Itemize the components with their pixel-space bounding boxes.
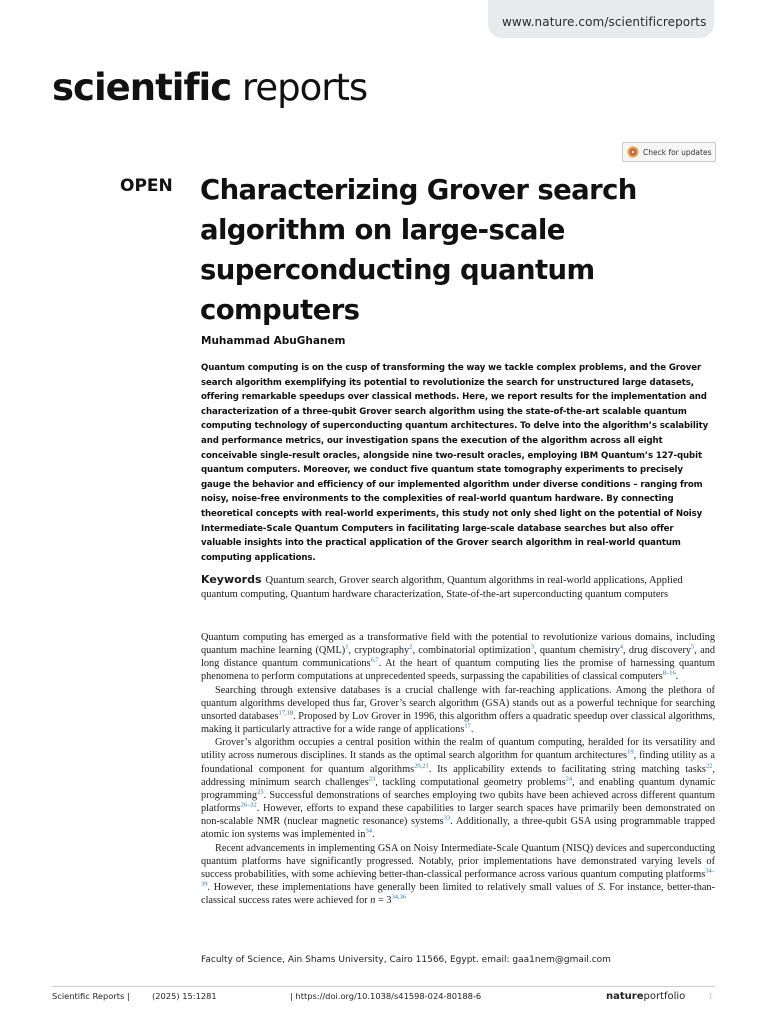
body-text: , and enabling quantum dynamic programming <box>201 776 716 801</box>
math-variable: n <box>370 895 376 907</box>
footer-journal: Scientific Reports | <box>52 991 130 1001</box>
citation-link[interactable]: 34,36 <box>391 893 407 901</box>
body-text: . <box>470 724 474 736</box>
footer-divider <box>52 986 715 987</box>
body-text: . However, efforts to expand these capabilities to larger search spaces have primarily been demonstrated on non-scalable NMR (nuclear magnetic resonance) systems <box>201 803 715 828</box>
body-text: , drug discovery <box>623 645 692 657</box>
body-text: . Proposed by Lov Grover in 1996, this algorithm offers a quadratic speedup over classical algorithms, making it particularly attractive for a wide range of applications <box>201 710 716 736</box>
citation-link[interactable]: 17 <box>464 722 471 730</box>
body-text: . However, these implementations have generally been limited to relatively small values of <box>207 881 598 893</box>
body-text: Searching through extensive databases is a crucial challenge with far-reaching applications. Among the plethora of quantum algorithms developed thus far, Grover’s search algorithm (GSA) stands out as a powerful technique for searching unsorted databases <box>201 684 715 722</box>
body-text: . <box>675 671 679 683</box>
body-text: , quantum chemistry <box>534 645 620 657</box>
journal-logo <box>52 66 367 109</box>
citation-link[interactable]: 2 <box>409 643 413 651</box>
body-paragraph-3 <box>201 736 715 841</box>
keywords-list: Quantum search, Grover search algorithm, Quantum algorithms in real-world applications, Applied quantum computing, Quantum hardware characterization, State-of-the-art superconducting quantum computers <box>201 575 683 600</box>
citation-link[interactable]: 5 <box>691 643 695 651</box>
citation-link[interactable]: 1 <box>345 643 349 651</box>
journal-name-space <box>231 66 242 109</box>
body-text: , addressing minimum search challenges <box>201 763 715 788</box>
body-text: . At the heart of quantum computing lies the promise of harnessing quantum phenomena to perform computations at unprecedented speeds, surpassing the capabilities of classical computers <box>201 658 715 683</box>
citation-link[interactable]: 34–39 <box>201 867 715 888</box>
citation-link[interactable]: 33 <box>443 814 451 822</box>
open-access-label: OPEN <box>120 176 173 196</box>
page-number: 1 <box>708 991 714 1001</box>
publisher-logo <box>606 991 685 1002</box>
citation-link[interactable]: 22 <box>705 762 713 770</box>
footer-doi-link[interactable]: | https://doi.org/10.1038/s41598-024-80188-6 <box>290 991 482 1001</box>
citation-link[interactable]: 23 <box>368 775 376 783</box>
check-for-updates-label: Check for updates <box>643 147 712 157</box>
journal-name-light: reports <box>241 66 368 109</box>
citation-link[interactable]: 26–32 <box>240 801 257 809</box>
body-text: , finding utility as a foundational component for quantum algorithms <box>201 750 715 775</box>
citation-link[interactable]: 8–16 <box>662 670 676 678</box>
author-affiliation: Faculty of Science, Ain Shams University, Cairo 11566, Egypt. email: gaa1nem@gmail.com <box>201 955 611 965</box>
citation-link[interactable]: 3 <box>530 643 535 651</box>
journal-url-tab[interactable] <box>488 0 714 38</box>
body-text: Recent advancements in implementing GSA on Noisy Intermediate-Scale Quantum (NISQ) devices and superconducting quantum platforms have significantly progressed. Notably, prior implementations have demonstrated varying levels of success probabilities, with some achieving better-than-classical performance across various quantum computing platforms <box>201 842 715 880</box>
body-paragraph-2 <box>201 684 715 737</box>
citation-link[interactable]: 17,18 <box>278 709 294 717</box>
math-variable: S <box>597 881 603 893</box>
keywords-section <box>201 573 715 601</box>
body-text: . Successful demonstrations of searches employing two qubits have been achieved across different quantum platforms <box>201 789 715 815</box>
body-text: = 3 <box>375 895 392 907</box>
body-text: , combinatorial optimization <box>412 645 531 657</box>
citation-link[interactable]: 6,7 <box>370 656 379 664</box>
citation-link[interactable]: 20,21 <box>414 762 429 770</box>
journal-name-bold: scientific <box>52 66 232 109</box>
article-title: Characterizing Grover search algorithm on large-scale superconducting quantum computers <box>200 174 637 326</box>
citation-link[interactable]: 4 <box>619 643 624 651</box>
publisher-logo-light: portfolio <box>643 991 686 1002</box>
body-text: . For instance, better-than-classical success rates were achieved for <box>201 881 716 907</box>
journal-url[interactable]: www.nature.com/scientificreports <box>502 15 707 29</box>
body-text: . Additionally, a three-qubit GSA using programmable trapped atomic ion systems was implemented in <box>201 816 716 841</box>
check-updates-icon <box>627 146 639 158</box>
keywords-heading: Keywords <box>201 573 262 586</box>
citation-link[interactable]: 25 <box>257 788 264 796</box>
body-text: Quantum computing has emerged as a transformative field with the potential to revolutionize various domains, including quantum machine learning (QML) <box>201 632 715 657</box>
body-text: . <box>371 829 375 841</box>
citation-link[interactable]: 19 <box>627 748 634 756</box>
body-text: , tackling computational geometry problems <box>375 776 566 788</box>
body-text: Grover’s algorithm occupies a central position within the realm of quantum computing, heralded for its versatility and utility across numerous disciplines. It stands as the optimal search algorithm for quantum architectures <box>201 737 715 762</box>
author-name[interactable]: Muhammad AbuGhanem <box>201 335 346 347</box>
body-text: , and long distance quantum communications <box>201 645 716 670</box>
body-text: . Its applicability extends to facilitating string matching tasks <box>428 763 706 775</box>
citation-link[interactable]: 24 <box>565 775 573 783</box>
abstract: Quantum computing is on the cusp of transforming the way we tackle complex problems, and the Grover search algorithm exemplifying its potential to revolutionize the search for unstructured large datasets, offering remarkable speedups over classical methods. Here, we report results for the implementation and characterization of a three-qubit Grover search algorithm using the state-of-the-art scalable quantum computing technology of superconducting quantum architectures. To delve into the algorithm’s scalability and performance metrics, our investigation spans the execution of the algorithm across all eight conceivable single-result oracles, alongside nine two-result oracles, employing IBM Quantum’s 127-qubit quantum computers. Moreover, we conduct five quantum state tomography experiments to precisely gauge the behavior and efficiency of our implemented algorithm under diverse conditions – ranging from noisy, noise-free environments to the complexities of real-world quantum hardware. By connecting theoretical concepts with real-world experiments, this study not only shed light on the potential of Noisy Intermediate-Scale Quantum Computers in facilitating large-scale database searches but also offer valuable insights into the practical application of the Grover search algorithm in real-world quantum computing applications. <box>201 363 709 563</box>
article-body <box>201 631 715 907</box>
publisher-logo-bold: nature <box>606 991 644 1002</box>
check-for-updates-button[interactable] <box>622 142 716 162</box>
body-paragraph-1 <box>201 631 715 684</box>
body-text: , cryptography <box>348 645 410 657</box>
footer-volume: (2025) 15:1281 <box>152 991 217 1001</box>
body-paragraph-4 <box>201 842 715 908</box>
citation-link[interactable]: 34 <box>365 827 372 835</box>
